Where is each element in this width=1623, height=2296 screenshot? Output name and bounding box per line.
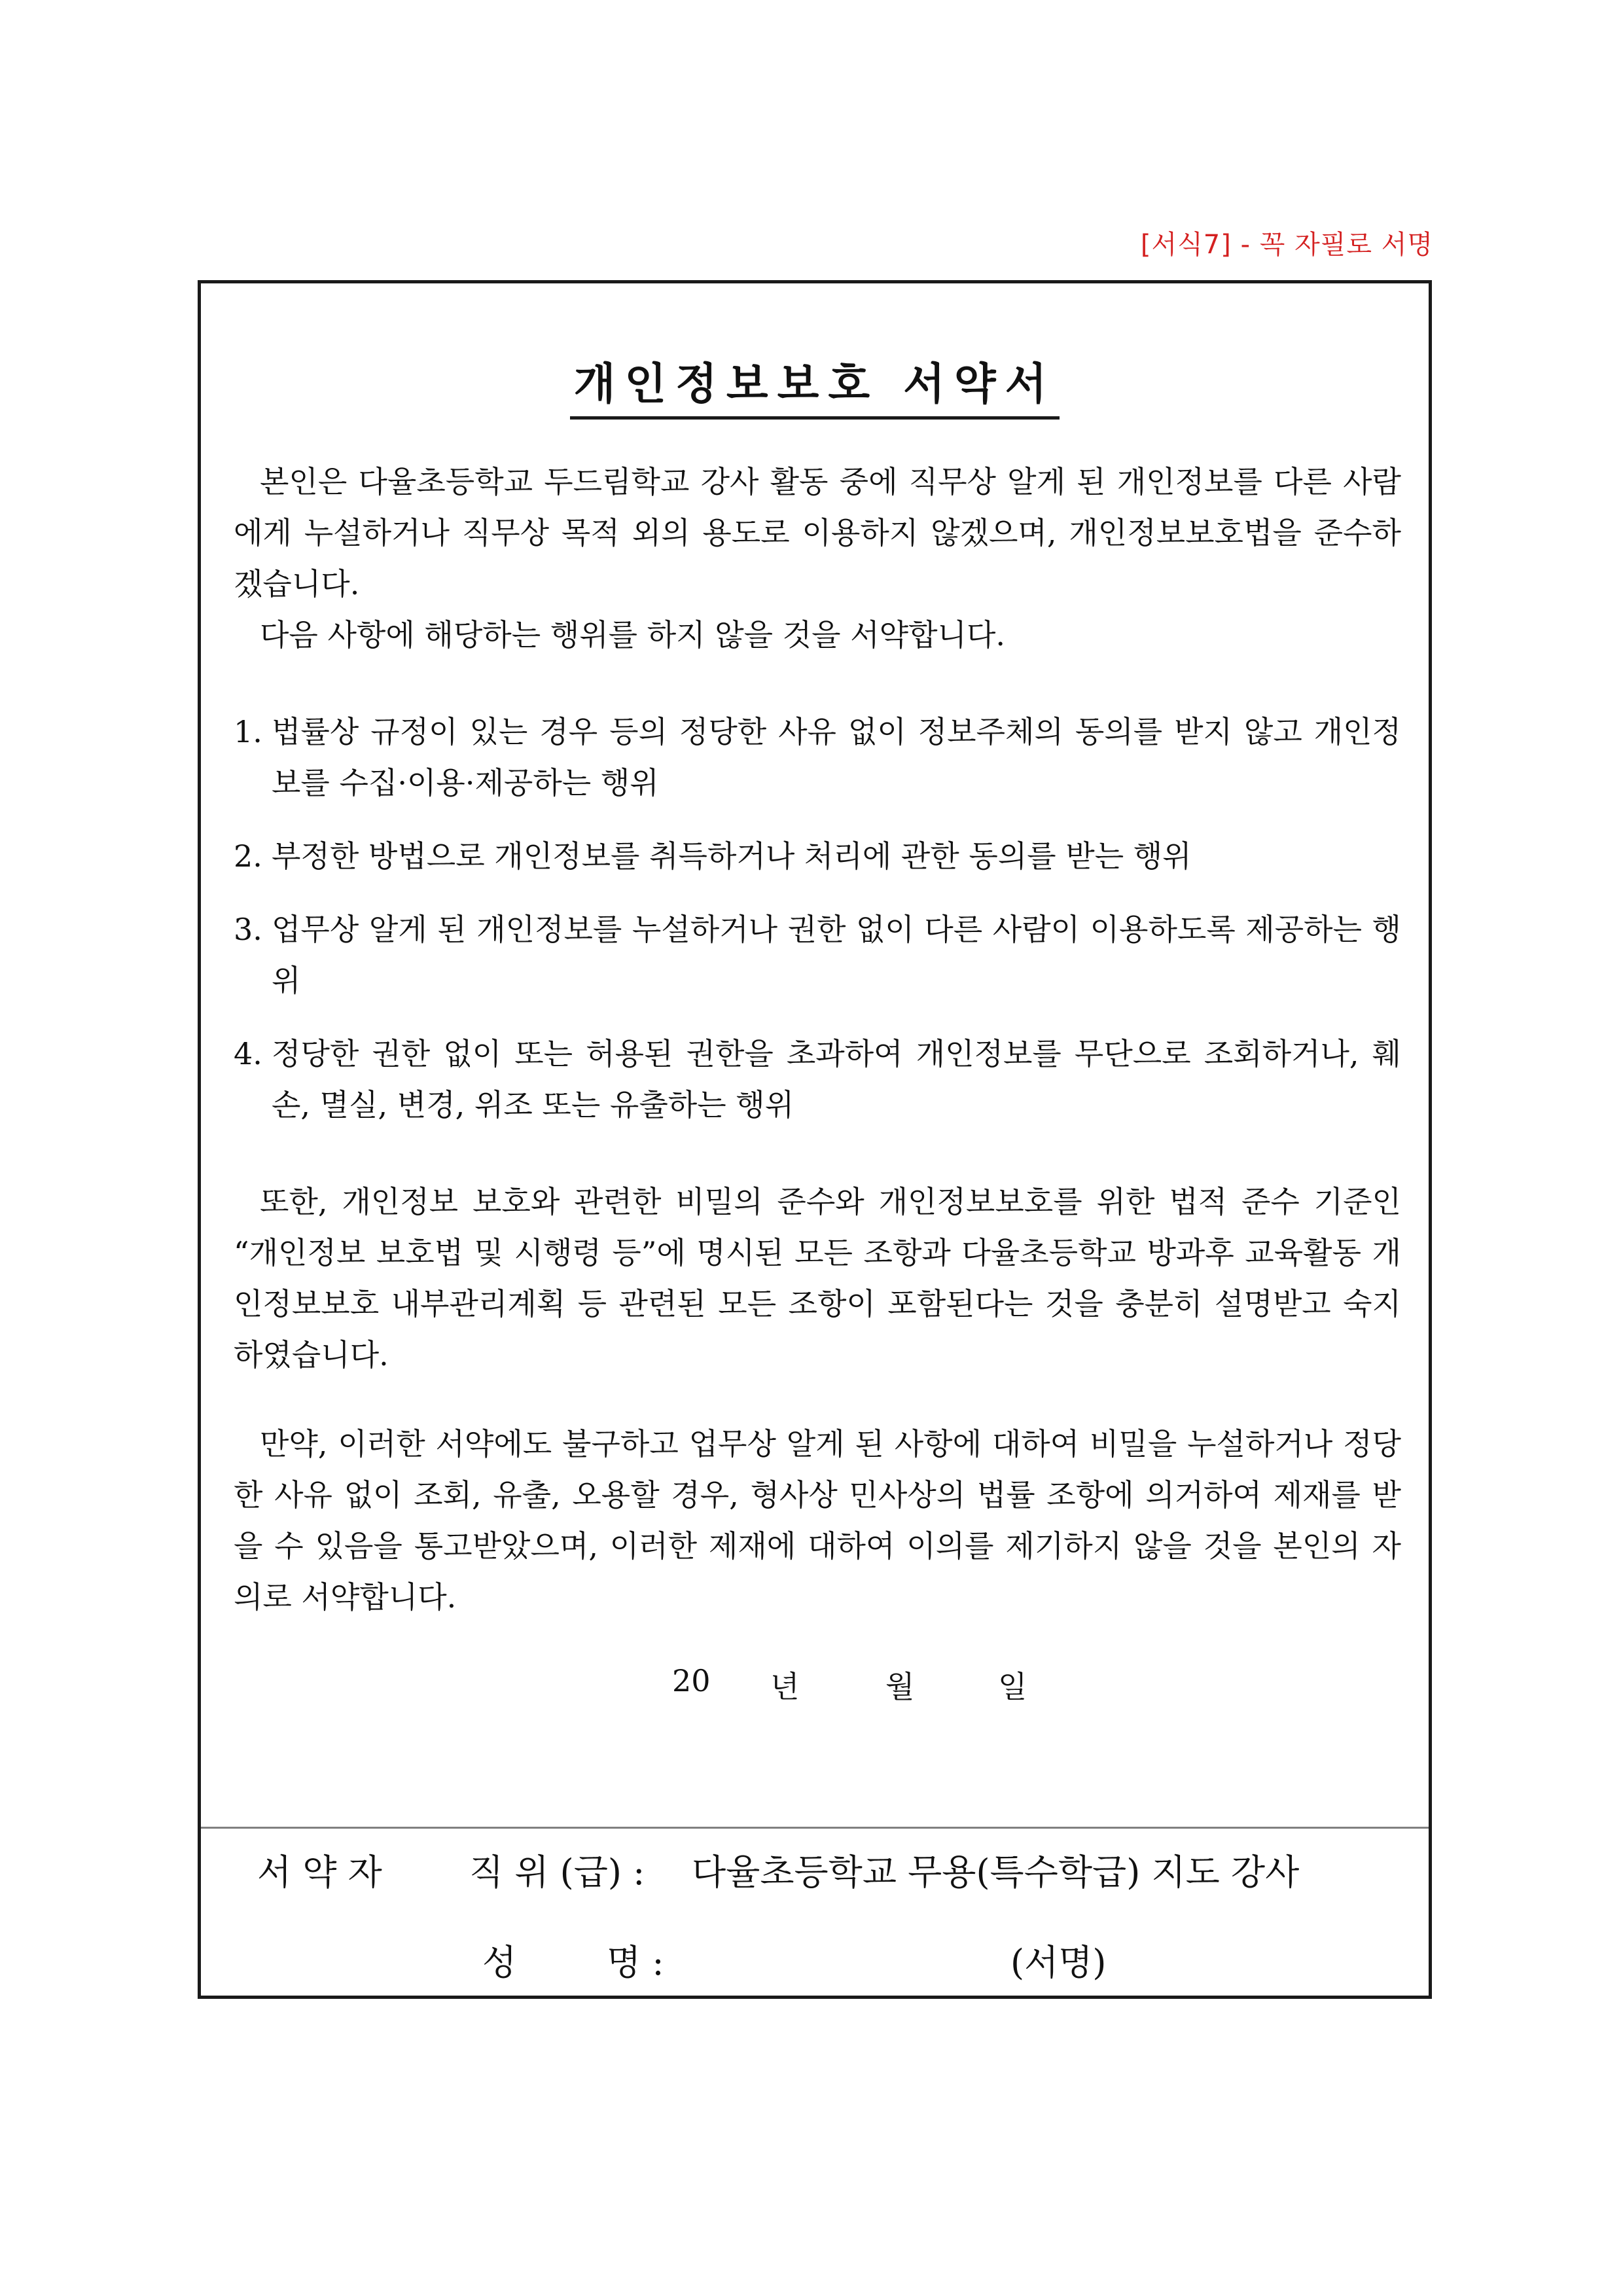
intro-paragraph: 본인은 다율초등학교 두드림학교 강사 활동 중에 직무상 알게 된 개인정보를 다른 사람에게 누설하거나 직무상 목적 외의 용도로 이용하지 않겠으며, 개인정보보호법을 준수하겠습니다. xyxy=(234,464,1401,601)
list-item-text: 업무상 알게 된 개인정보를 누설하거나 권한 없이 다른 사람이 이용하도록 제공하는 행위 xyxy=(272,912,1401,998)
signature-placeholder[interactable]: (서명) xyxy=(1010,1942,1107,1983)
signature-section xyxy=(201,1827,1429,2001)
list-item xyxy=(234,1028,1401,1130)
list-item-text: 정당한 권한 없이 또는 허용된 권한을 초과하여 개인정보를 무단으로 조회하거나, 훼손, 멸실, 변경, 위조 또는 유출하는 행위 xyxy=(272,1036,1401,1122)
list-item xyxy=(234,831,1401,882)
pledge-items xyxy=(234,706,1401,1130)
paragraph-also: 또한, 개인정보 보호와 관련한 비밀의 준수와 개인정보보호를 위한 법적 준수 기준인 “개인정보 보호법 및 시행령 등”에 명시된 모든 조항과 다율초등학교 방과후 교육활동 개인정보보호 내부관리계획 등 관련된 모든 조항이 포함된다는 것을 충분히 설명받고 숙지하였습니다. xyxy=(234,1184,1401,1372)
date-year-prefix: 20 xyxy=(672,1663,711,1698)
list-item-number: 3. xyxy=(234,912,262,947)
form-number-tag: [서식7] - 꼭 자필로 서명 xyxy=(1140,230,1433,260)
list-item-text: 부정한 방법으로 개인정보를 취득하거나 처리에 관한 동의를 받는 행위 xyxy=(272,838,1192,874)
if-section xyxy=(234,1418,1401,1623)
also-section xyxy=(234,1176,1401,1380)
date-year-label: 년 xyxy=(770,1669,800,1704)
name-label-second: 명 : xyxy=(607,1942,664,1983)
list-item-number: 1. xyxy=(234,714,262,749)
list-item-number: 4. xyxy=(234,1036,262,1071)
position-value: 다율초등학교 무용(특수학급) 지도 강사 xyxy=(692,1852,1300,1893)
pledge-document xyxy=(198,280,1432,1999)
document-title: 개인정보보호 서약서 xyxy=(570,349,1060,420)
paragraph-if: 만약, 이러한 서약에도 불구하고 업무상 알게 된 사항에 대하여 비밀을 누설하거나 정당한 사유 없이 조회, 유출, 오용할 경우, 형사상 민사상의 법률 조항에 의거하여 제재를 받을 수 있음을 통고받았으며, 이러한 제재에 대하여 이의를 제기하지 않을 것을 본인의 자의로 서약합니다. xyxy=(234,1426,1401,1615)
list-item-text: 법률상 규정이 있는 경우 등의 정당한 사유 없이 정보주체의 동의를 받지 않고 개인정보를 수집·이용·제공하는 행위 xyxy=(272,714,1401,800)
date-day-label: 일 xyxy=(998,1669,1027,1704)
list-item xyxy=(234,904,1401,1006)
pledge-intro: 다음 사항에 해당하는 행위를 하지 않을 것을 서약합니다. xyxy=(260,617,1006,653)
list-item xyxy=(234,706,1401,808)
intro-section xyxy=(234,456,1401,660)
date-month-label: 월 xyxy=(885,1669,915,1704)
title-area xyxy=(201,349,1429,420)
list-item-number: 2. xyxy=(234,838,262,874)
position-label: 직 위 (급) : xyxy=(469,1852,645,1893)
signer-label: 서 약 자 xyxy=(257,1852,382,1893)
name-label-first: 성 xyxy=(482,1942,517,1983)
